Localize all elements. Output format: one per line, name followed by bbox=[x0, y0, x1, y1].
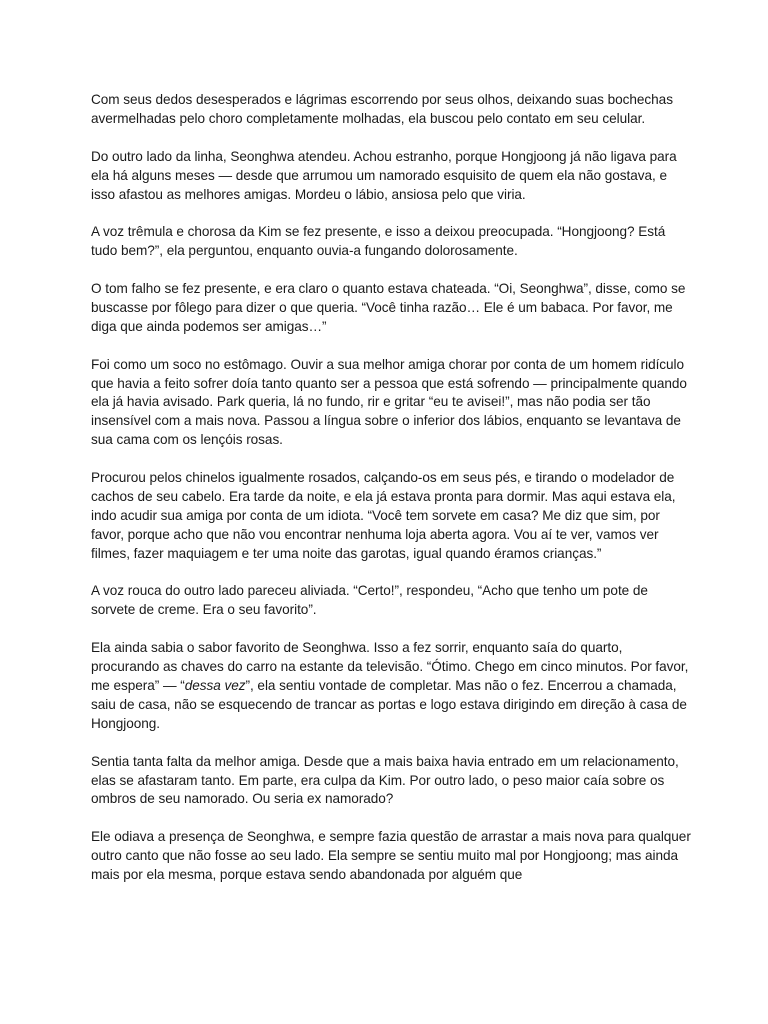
paragraph: A voz trêmula e chorosa da Kim se fez presente, e isso a deixou preocupada. “Hongjoong? Está tudo bem?”, ela perguntou, enquanto ouvia-a fungando dolorosamente. bbox=[91, 224, 666, 259]
paragraph: A voz rouca do outro lado pareceu aliviada. “Certo!”, respondeu, “Acho que tenho um pote de sorvete de creme. Era o seu favorito”. bbox=[91, 583, 648, 618]
paragraph: Com seus dedos desesperados e lágrimas escorrendo por seus olhos, deixando suas bochechas avermelhadas pelo choro completamente molhadas, ela buscou pelo contato em seu celular. bbox=[91, 92, 673, 126]
paragraph: Sentia tanta falta da melhor amiga. Desde que a mais baixa havia entrado em um relacionamento, elas se afastaram tanto. Em parte, era culpa da Kim. Por outro lado, o peso maior caía sobre os ombros de seu namorado. Ou seria ex namorado? bbox=[91, 753, 679, 807]
paragraph: O tom falho se fez presente, e era claro o quanto estava chateada. “Oi, Seonghwa”, disse, como se buscasse por fôlego para dizer o que queria. “Você tinha razão… Ele é um babaca. Por favor, me diga que ainda podemos ser amigas…” bbox=[91, 281, 686, 334]
document-page bbox=[91, 91, 691, 904]
paragraph-text: Ela ainda sabia o sabor favorito de Seonghwa. Isso a fez sorrir, enquanto saía do quarto, procurando as chaves do carro na estante da televisão. “Ótimo. Chego em cinco minutos. Por favor, me espera” — “ bbox=[91, 640, 689, 693]
paragraph: Foi como um soco no estômago. Ouvir a sua melhor amiga chorar por conta de um homem ridículo que havia a feito sofrer doía tanto quanto ser a pessoa que está sofrendo — principalmente quando ela já havia avisado. Park queria, lá no fundo, rir e gritar “eu te avisei!”, mas não podia ser tão insensível com a mais nova. Passou a língua sobre o inferior dos lábios, enquanto se levantava de sua cama com os lençóis rosas. bbox=[91, 356, 687, 448]
paragraph: Ele odiava a presença de Seonghwa, e sempre fazia questão de arrastar a mais nova para qualquer outro canto que não fosse ao seu lado. Ela sempre se sentiu muito mal por Hongjoong; mas ainda mais por ela mesma, porque estava sendo abandonada por alguém que bbox=[91, 829, 691, 883]
paragraph: Do outro lado da linha, Seonghwa atendeu. Achou estranho, porque Hongjoong já não ligava para ela há alguns meses — desde que arrumou um namorado esquisito de quem ela não gostava, e isso afastou as melhores amigas. Mordeu o lábio, ansiosa pelo que viria. bbox=[91, 148, 677, 202]
italic-text: dessa vez bbox=[184, 677, 246, 693]
paragraph bbox=[91, 639, 691, 734]
paragraph-text: ”, ela sentiu vontade de completar. Mas não o fez. Encerrou a chamada, saiu de casa, não se esquecendo de trancar as portas e logo estava dirigindo em direção à casa de Hongjoong. bbox=[91, 677, 687, 731]
paragraph: Procurou pelos chinelos igualmente rosados, calçando-os em seus pés, e tirando o modelador de cachos de seu cabelo. Era tarde da noite, e ela já estava pronta para dormir. Mas aqui estava ela, indo acudir sua amiga por conta de um idiota. “Você tem sorvete em casa? Me diz que sim, por favor, porque acho que não vou encontrar nenhuma loja aberta agora. Vou aí te ver, vamos ver filmes, fazer maquiagem e ter uma noite das garotas, igual quando éramos crianças.” bbox=[91, 470, 676, 561]
